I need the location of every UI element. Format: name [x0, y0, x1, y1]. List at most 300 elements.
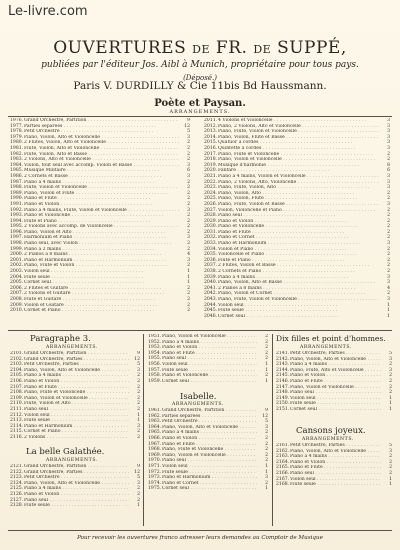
- price: 3: [387, 280, 390, 286]
- price: 2: [137, 395, 140, 401]
- arrangement-title: Piano et Violon . . .: [24, 379, 129, 385]
- price: 5: [137, 362, 140, 368]
- arrangement-title: Piano à 4 mains . . .: [162, 340, 257, 346]
- price: 2: [265, 350, 268, 356]
- catalogue-number: 2003.: [10, 269, 24, 275]
- price: 12: [262, 413, 268, 419]
- catalogue-number: 2149.: [276, 395, 290, 401]
- price: 2: [137, 497, 140, 503]
- price: 3: [137, 480, 140, 486]
- column-rule: [143, 334, 144, 526]
- arrangement-title: Piano, Violon, Alto et Basse . . .: [218, 280, 379, 286]
- price: 2: [387, 257, 390, 263]
- price: 2: [387, 224, 390, 230]
- catalogue-number: 1968.: [148, 447, 162, 453]
- arrangement-title: Cornet seul . . .: [290, 407, 381, 413]
- catalogue-number: 2008.: [10, 297, 24, 302]
- watermark: Le-livre.com: [8, 4, 88, 19]
- price: 1: [265, 367, 268, 373]
- catalogue-number: 1970.: [148, 458, 162, 464]
- catalogue-number: 1988.: [10, 185, 24, 191]
- work-subtitle-poete: ARRANGEMENTS.: [169, 109, 231, 115]
- catalogue-number: 2162.: [276, 448, 290, 454]
- price: 3: [389, 367, 392, 373]
- catalogue-number: 1964.: [148, 424, 162, 430]
- catalogue-number: 2037.: [204, 263, 218, 269]
- arrangement-title: Piano à 4 mains . . .: [24, 180, 179, 186]
- catalogue-number: 1957.: [148, 367, 162, 373]
- price: 2: [265, 480, 268, 486]
- catalogue-number: 2146.: [276, 378, 290, 384]
- arrangement-title: 2 Violons . . .: [24, 435, 129, 441]
- price: 2: [387, 235, 390, 241]
- arrangement-title: Piano, Violon, Alto . . .: [218, 191, 379, 197]
- price: 8: [387, 162, 390, 168]
- arrangement-title: Piano à 4 mains, Violon et Violoncelle . . .: [218, 174, 379, 180]
- catalogue-number: 2042.: [204, 291, 218, 297]
- price: 2: [389, 454, 392, 460]
- catalogue-number: 2044.: [204, 302, 218, 308]
- price: 4: [387, 285, 390, 291]
- list-item: [10, 503, 140, 509]
- price: 3: [187, 134, 190, 140]
- catalogue-number: 2107.: [10, 384, 24, 390]
- arrangement-title: Flûte seule . . .: [24, 503, 129, 509]
- list-item: [10, 308, 190, 314]
- arrangement-title: Petit Orchestre . . .: [162, 419, 257, 425]
- arrangement-title: Piano seul, avec Violon . . .: [24, 241, 179, 247]
- arrangement-title: Violon seul . . .: [290, 396, 381, 402]
- arrangement-title: Violon seul . . .: [162, 362, 257, 368]
- cansons-list: [276, 443, 392, 525]
- catalogue-number: 2114.: [10, 423, 24, 429]
- price: 3: [187, 173, 190, 179]
- catalogue-number: 2030.: [204, 224, 218, 230]
- arrangement-title: Piano, Violon et Violoncelle . . .: [162, 453, 257, 459]
- price: 2: [389, 465, 392, 471]
- arrangement-title: Piano seul . . .: [290, 390, 381, 396]
- arrangement-title: Grand Orchestre, Partition . . .: [24, 118, 179, 124]
- catalogue-number: 1958.: [148, 373, 162, 379]
- catalogue-number: 2001.: [10, 257, 24, 263]
- price: 3: [137, 423, 140, 429]
- paragraphe-list: [10, 351, 140, 443]
- arrangement-title: Petit Orchestre, Parties . . .: [290, 351, 381, 357]
- price: 2: [387, 269, 390, 275]
- catalogue-number: 2031.: [204, 229, 218, 235]
- catalogue-number: 1985.: [10, 168, 24, 174]
- price: 2: [137, 378, 140, 384]
- catalogue-number: 1953.: [148, 345, 162, 351]
- publisher-address: Paris V. DURDILLY & Cie 11bis Bd Haussmann.: [73, 80, 327, 92]
- price: 3: [387, 140, 390, 146]
- price: 2: [265, 441, 268, 447]
- poete-list-right: [204, 118, 390, 326]
- arrangement-title: Piano et Flûte . . .: [218, 230, 379, 236]
- price: 2: [187, 145, 190, 151]
- price: 3: [387, 297, 390, 302]
- price: 2: [387, 190, 390, 196]
- catalogue-number: 2002.: [10, 263, 24, 269]
- arrangement-title: Piano et Harmonium . . .: [162, 475, 257, 481]
- price: 2: [387, 263, 390, 269]
- catalogue-number: 2128.: [10, 503, 24, 509]
- catalogue-number: 2016.: [204, 145, 218, 151]
- price: 2: [387, 196, 390, 202]
- catalogue-number: 2011.: [204, 118, 218, 123]
- price: 9: [137, 464, 140, 469]
- list-item: [148, 486, 268, 492]
- arrangement-title: 2 Flûtes, Violon, Alto et Violoncelle . . .: [24, 140, 179, 146]
- arrangement-title: Piano, Flûte et Violon . . .: [24, 263, 179, 269]
- catalogue-number: 1984.: [10, 162, 24, 168]
- arrangement-title: Piano, Flûte et Violoncelle . . .: [162, 447, 257, 453]
- price: 2: [389, 362, 392, 368]
- arrangement-title: Flûte, Violon et Alto . . .: [24, 401, 129, 407]
- arrangement-title: Flûte seule . . .: [290, 482, 381, 488]
- arrangement-title: Piano, Violon et Violoncelle . . .: [218, 157, 379, 163]
- arrangement-title: Piano et Flûte . . .: [162, 351, 257, 357]
- price: 2: [187, 201, 190, 207]
- catalogue-number: 2103.: [10, 362, 24, 368]
- section-title-isabelle: Isabelle.: [180, 392, 217, 402]
- catalogue-number: 1971.: [148, 463, 162, 469]
- catalogue-number: 1969.: [148, 452, 162, 458]
- catalogue-number: 2038.: [204, 269, 218, 275]
- arrangement-title: Piano seul . . .: [162, 356, 257, 362]
- section-title-dix: Dix filles et point d'hommes.: [276, 334, 386, 343]
- arrangement-title: Petit Orchestre . . .: [24, 129, 179, 135]
- price: 2: [137, 401, 140, 407]
- catalogue-number: 2024.: [204, 190, 218, 196]
- price: 2: [187, 246, 190, 252]
- catalogue-number: 2116.: [10, 434, 24, 440]
- arrangement-title: Violon seul . . .: [218, 303, 379, 309]
- arrangement-title: Violoncelle et Piano . . .: [218, 252, 379, 258]
- catalogue-number: 1972.: [148, 469, 162, 475]
- price: 2: [137, 406, 140, 412]
- catalogue-number: 2000.: [10, 252, 24, 258]
- catalogue-number: 2046.: [204, 313, 218, 319]
- price: 3: [387, 185, 390, 191]
- catalogue-number: 2165.: [276, 465, 290, 471]
- catalogue-number: 1962.: [148, 413, 162, 419]
- arrangement-title: Piano, Violon, Alto et Violoncelle . . .: [24, 368, 129, 374]
- catalogue-number: 2121.: [10, 464, 24, 469]
- catalogue-number: 2101.: [10, 351, 24, 356]
- price: 2: [265, 430, 268, 436]
- arrangement-title: Musique d'harmonie . . .: [218, 163, 379, 169]
- arrangement-title: Piano, Violon et Cornet . . .: [218, 291, 379, 297]
- arrangement-title: Piano et Violon . . .: [162, 345, 257, 351]
- catalogue-number: 2027.: [204, 207, 218, 213]
- price: 2: [187, 224, 190, 230]
- catalogue-number: 2109.: [10, 395, 24, 401]
- price: 2: [265, 452, 268, 458]
- arrangement-title: 2 Violons, Alto et Violoncelle . . .: [24, 157, 179, 163]
- catalogue-number: 1977.: [10, 123, 24, 129]
- catalogue-number: 2014.: [204, 134, 218, 140]
- price: 1: [387, 308, 390, 314]
- arrangement-title: Cornet et Piano . . .: [24, 308, 179, 314]
- arrangement-title: Piano à 4 mains . . .: [290, 362, 381, 368]
- price: 2: [187, 213, 190, 219]
- list-item: [204, 314, 390, 320]
- arrangement-title: 2 Flûtes et Guitare . . .: [24, 286, 179, 292]
- arrangement-title: Piano à 4 mains . . .: [162, 430, 257, 436]
- arrangement-title: Flûte et Piano . . .: [24, 219, 179, 225]
- arrangement-title: Piano et Cornet . . .: [218, 235, 379, 241]
- arrangement-title: Piano et Violon . . .: [24, 492, 129, 498]
- price: 5: [389, 443, 392, 448]
- catalogue-number: 2126.: [10, 491, 24, 497]
- price: 2: [187, 196, 190, 202]
- arrangement-title: Piano, Violon et Violoncelle . . .: [24, 396, 129, 402]
- catalogue-number: 2105.: [10, 373, 24, 379]
- catalogue-number: 1952.: [148, 339, 162, 345]
- arrangement-title: Piano et Violon . . .: [162, 436, 257, 442]
- arrangement-title: Piano seul . . .: [162, 458, 257, 464]
- list-item: [148, 379, 268, 385]
- catalogue-number: 2145.: [276, 373, 290, 379]
- catalogue-number: 2009.: [10, 302, 24, 308]
- arrangement-title: Flûte, Violon, Alto et Basse . . .: [24, 152, 179, 158]
- arrangement-title: Piano et Violon . . .: [290, 460, 381, 466]
- price: 2: [265, 435, 268, 441]
- arrangement-title: Grand Orchestre, Partition . . .: [162, 408, 257, 414]
- arrangement-title: Piano et Harmonium . . .: [218, 241, 379, 247]
- arrangement-title: Piano à 4 mains . . .: [24, 373, 129, 379]
- price: 1: [387, 302, 390, 308]
- catalogue-number: 2125.: [10, 486, 24, 492]
- price: 3: [387, 201, 390, 207]
- arrangement-title: 2 Pianos à 8 mains . . .: [24, 252, 179, 258]
- price: 2: [137, 434, 140, 440]
- arrangement-title: Flûte seule . . .: [162, 368, 257, 374]
- catalogue-number: 2143.: [276, 362, 290, 368]
- catalogue-number: 2028.: [204, 213, 218, 219]
- price: 3: [387, 173, 390, 179]
- arrangement-title: Piano à 2 mains . . .: [24, 247, 179, 253]
- price: 9: [137, 351, 140, 356]
- price: 2: [137, 384, 140, 390]
- catalogue-number: 1966.: [148, 435, 162, 441]
- arrangement-title: Parties séparées . . .: [162, 414, 257, 420]
- price: 1: [389, 395, 392, 401]
- price: 2: [387, 252, 390, 258]
- arrangement-title: Piano et Harmonium . . .: [24, 258, 179, 264]
- price: 2: [137, 486, 140, 492]
- arrangement-title: Piano et Violon . . .: [24, 202, 179, 208]
- price: 2: [265, 339, 268, 345]
- arrangement-title: Piano, Violon, Alto et Violoncelle . . .: [162, 425, 257, 431]
- price: 2: [187, 308, 190, 314]
- arrangement-title: Quintette à cordes . . .: [218, 146, 379, 152]
- section-title-paragraphe: Paragraphe 3.: [30, 334, 91, 344]
- price: 3: [387, 241, 390, 247]
- catalogue-number: 1986.: [10, 173, 24, 179]
- section-title-belle: La belle Galathée.: [26, 447, 105, 457]
- arrangement-title: Piano, Flûte et Violoncelle . . .: [218, 152, 379, 158]
- price: 1: [387, 313, 390, 319]
- catalogue-number: 2104.: [10, 367, 24, 373]
- price: 2: [137, 491, 140, 497]
- catalogue-number: 1990.: [10, 196, 24, 202]
- catalogue-number: 2015.: [204, 140, 218, 146]
- mid-list: [148, 334, 268, 386]
- arrangement-title: Piano à 4 mains . . .: [24, 486, 129, 492]
- catalogue-number: 2032.: [204, 235, 218, 241]
- arrangement-title: Flûte, Violon et Violoncelle . . .: [24, 185, 179, 191]
- arrangement-title: Cornet seul . . .: [162, 379, 257, 385]
- price: 3: [387, 123, 390, 129]
- arrangement-title: Flûte seule . . .: [24, 275, 179, 281]
- arrangement-title: Petit Orchestre, Parties . . .: [290, 443, 381, 449]
- catalogue-number: 2020.: [204, 168, 218, 174]
- catalogue-number: 2124.: [10, 480, 24, 486]
- page-title: OUVERTURES DE FR. DE SUPPÉ,: [53, 38, 347, 58]
- catalogue-number: 2012.: [204, 123, 218, 129]
- catalogue-number: 2166.: [276, 470, 290, 476]
- price: 12: [184, 123, 190, 129]
- price: 2: [187, 241, 190, 247]
- arrangement-title: Piano, Flûte, Alto et Violoncelle . . .: [290, 368, 381, 374]
- catalogue-number: 1976.: [10, 118, 24, 123]
- catalogue-number: 2106.: [10, 378, 24, 384]
- catalogue-number: 2113.: [10, 418, 24, 424]
- section-title-cansons: Cansons joyeux.: [296, 426, 366, 436]
- catalogue-number: 1991.: [10, 201, 24, 207]
- catalogue-number: 2041.: [204, 285, 218, 291]
- arrangement-title: Piano seul . . .: [24, 407, 129, 413]
- arrangement-title: Piano et Harmonium . . .: [24, 424, 129, 430]
- catalogue-number: 2022.: [204, 179, 218, 185]
- price: 2: [187, 151, 190, 157]
- price: 3: [389, 356, 392, 362]
- price: 1: [389, 401, 392, 407]
- section-subtitle-belle: ARRANGEMENTS.: [46, 458, 98, 463]
- price: 3: [187, 235, 190, 241]
- price: 3: [265, 475, 268, 481]
- catalogue-number: 2164.: [276, 459, 290, 465]
- list-item: [276, 482, 392, 488]
- arrangement-title: Parties séparées . . .: [24, 124, 179, 130]
- catalogue-number: 2034.: [204, 246, 218, 252]
- price: 3: [387, 118, 390, 123]
- arrangement-title: Piano, Flûte, Violon, Alto . . .: [218, 185, 379, 191]
- catalogue-number: 1961.: [148, 408, 162, 413]
- price: 1: [389, 482, 392, 488]
- catalogue-number: 2115.: [10, 429, 24, 435]
- arrangement-title: Grand Orchestre, Parties . . .: [24, 357, 129, 363]
- arrangement-title: Piano, Violon, Alto et Violoncelle . . .: [290, 357, 381, 363]
- catalogue-number: 1987.: [10, 179, 24, 185]
- work-title-poete: Poète et Paysan.: [154, 98, 246, 109]
- price: 2: [187, 302, 190, 308]
- column-rule: [272, 334, 273, 526]
- price: 2: [137, 429, 140, 435]
- arrangement-title: Flûte seule . . .: [24, 418, 129, 424]
- catalogue-number: 2005.: [10, 280, 24, 286]
- catalogue-number: 1974.: [148, 480, 162, 486]
- catalogue-number: 1992.: [10, 207, 24, 213]
- catalogue-number: 1994.: [10, 218, 24, 224]
- price: 2: [187, 285, 190, 291]
- catalogue-number: 1989.: [10, 190, 24, 196]
- price: 3: [387, 274, 390, 280]
- catalogue-number: 1951.: [148, 334, 162, 339]
- price: 3: [387, 179, 390, 185]
- arrangement-title: Piano et Violon . . .: [290, 373, 381, 379]
- price: 3: [187, 207, 190, 213]
- catalogue-number: 2151.: [276, 406, 290, 412]
- price: 1: [187, 274, 190, 280]
- price: 2: [137, 373, 140, 379]
- catalogue-number: 2019.: [204, 162, 218, 168]
- price: 5: [187, 129, 190, 135]
- arrangement-title: 2 Flûtes, Violon et Basse . . .: [218, 263, 379, 269]
- price: 1: [137, 412, 140, 418]
- catalogue-number: 2029.: [204, 218, 218, 224]
- arrangement-title: Quatuor à cordes . . .: [218, 140, 379, 146]
- price: 2: [389, 378, 392, 384]
- price: 2: [187, 291, 190, 297]
- arrangement-title: Harmonium et Piano . . .: [24, 235, 179, 241]
- price: 1: [389, 476, 392, 482]
- deposited-note: (Déposé.): [183, 74, 217, 82]
- arrangement-title: Grand Orchestre, Partition . . .: [24, 464, 129, 470]
- catalogue-number: 2007.: [10, 291, 24, 297]
- catalogue-number: 2167.: [276, 476, 290, 482]
- catalogue-number: 1980.: [10, 140, 24, 146]
- arrangement-title: Petit Orchestre . . .: [24, 475, 129, 481]
- price: 3: [387, 129, 390, 135]
- arrangement-title: Piano, Flûte, Violon et Violoncelle . . .: [218, 129, 379, 135]
- arrangement-title: Piano, Flûte, Violon et Violoncelle . . .: [218, 297, 379, 303]
- arrangement-title: Piano seul . . .: [24, 498, 129, 504]
- price: 2: [387, 246, 390, 252]
- catalogue-number: 2017.: [204, 151, 218, 157]
- arrangement-title: 4 Violons et Violoncelle . . .: [218, 118, 379, 124]
- arrangement-title: Flûte seule . . .: [290, 401, 381, 407]
- arrangement-title: Cornet et Piano . . .: [24, 429, 129, 435]
- catalogue-number: 2110.: [10, 401, 24, 407]
- price: 1: [389, 406, 392, 412]
- arrangement-title: 2 Violons avec accomp. de Violoncelle . . .: [24, 224, 179, 230]
- catalogue-number: 2043.: [204, 297, 218, 302]
- price: 1: [265, 463, 268, 469]
- price: 1: [187, 280, 190, 286]
- catalogue-number: 2004.: [10, 274, 24, 280]
- price: 3: [137, 367, 140, 373]
- arrangement-title: Violon, Violoncelle et Piano . . .: [218, 208, 379, 214]
- arrangement-title: Flûte et Piano . . .: [218, 258, 379, 264]
- catalogue-number: 1982.: [10, 151, 24, 157]
- price: 2: [187, 185, 190, 191]
- price: 2: [387, 291, 390, 297]
- price: 2: [187, 157, 190, 163]
- arrangement-title: Piano et Violoncelle . . .: [24, 213, 179, 219]
- price: 2: [387, 213, 390, 219]
- dix-list: [276, 351, 392, 417]
- catalogue-number: 1963.: [148, 419, 162, 425]
- catalogue-number: 2168.: [276, 482, 290, 488]
- arrangement-title: Piano, Violon et Flûte . . .: [24, 191, 179, 197]
- price: 2: [387, 157, 390, 163]
- arrangement-title: Violon seul . . .: [24, 413, 129, 419]
- catalogue-number: 2102.: [10, 356, 24, 362]
- arrangement-title: Piano à 4 mains, Flûte, Violon et Violoncelle . . .: [24, 208, 179, 214]
